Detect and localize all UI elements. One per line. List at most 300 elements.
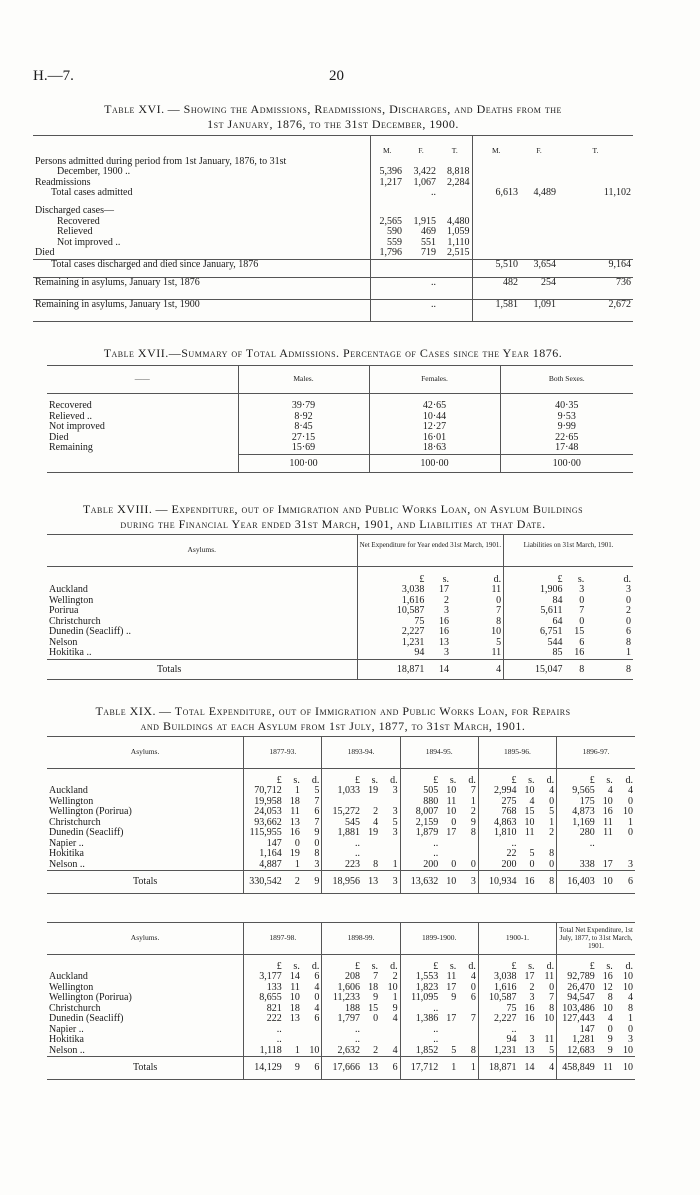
value-cell: 3 <box>579 584 585 595</box>
currency-unit: d. <box>623 573 631 585</box>
value-cell: 3,654 <box>533 258 556 270</box>
value-cell: 13 <box>289 816 300 828</box>
value-cell: 94 <box>478 1035 518 1046</box>
total-cell: 10,934 <box>478 871 518 894</box>
table19-part1 <box>47 736 635 894</box>
value-cell: 4 <box>314 981 320 993</box>
value-cell: .. <box>431 298 436 310</box>
value-cell <box>558 248 633 259</box>
value-cell: 2 <box>392 971 398 982</box>
total-cell: 6 <box>615 871 635 894</box>
value-cell: 10·44 <box>369 412 500 423</box>
value-cell: 10 <box>446 806 457 817</box>
value-cell <box>520 227 558 238</box>
value-cell: 15 <box>524 806 535 817</box>
row-label: Nelson .. <box>49 1044 85 1056</box>
value-cell: 19 <box>289 848 300 859</box>
value-cell: 1,386 <box>400 1014 440 1025</box>
value-cell: 3,177 <box>244 972 284 983</box>
table-row <box>33 167 633 178</box>
currency-unit: s. <box>528 960 535 972</box>
value-cell <box>362 849 380 860</box>
value-cell: 1 <box>470 795 476 807</box>
value-cell: 9 <box>314 827 320 838</box>
currency-unit: d. <box>311 960 320 972</box>
value-cell: 18 <box>289 795 300 807</box>
value-cell: .. <box>244 1035 284 1046</box>
col-year: 1893-94. <box>322 737 400 769</box>
table-row <box>47 807 635 818</box>
value-cell: 5,611 <box>504 606 565 617</box>
table-row <box>47 828 635 839</box>
table-row <box>47 443 633 454</box>
currency-unit: £ <box>400 768 440 786</box>
value-cell: 545 <box>322 818 362 829</box>
value-cell <box>438 277 472 299</box>
value-cell: 103,486 <box>557 1004 597 1015</box>
table-row <box>47 585 633 596</box>
value-cell: 482 <box>472 277 520 299</box>
table-row <box>47 1014 635 1025</box>
total-cell: 8 <box>586 659 633 679</box>
value-cell: 0 <box>579 615 585 627</box>
value-cell <box>380 1035 400 1046</box>
value-cell: 0 <box>294 837 300 849</box>
value-cell <box>557 849 597 860</box>
table-row <box>47 433 633 444</box>
row-label: Wellington (Porirua) <box>49 992 132 1003</box>
value-cell: 8 <box>496 615 502 627</box>
value-cell: 1,033 <box>322 786 362 797</box>
value-cell: 8 <box>373 858 379 870</box>
value-cell: 1 <box>628 1013 633 1024</box>
value-cell: 0 <box>314 992 320 1003</box>
value-cell: 559 <box>370 238 404 249</box>
value-cell: 27·15 <box>238 433 369 444</box>
table-row <box>47 860 635 871</box>
value-cell: 2 <box>529 981 535 993</box>
currency-unit: £ <box>244 954 284 972</box>
value-cell: 200 <box>400 860 440 871</box>
value-cell: 2 <box>444 594 450 606</box>
row-label: Remaining in asylums, January 1st, 1876 <box>35 276 200 288</box>
value-cell: 42·65 <box>369 401 500 412</box>
table-row <box>33 277 633 299</box>
value-cell <box>615 839 635 850</box>
value-cell: 70,712 <box>244 786 284 797</box>
row-label: Total cases admitted <box>51 187 133 198</box>
value-cell: 0 <box>579 594 585 606</box>
value-cell: 2,994 <box>478 786 518 797</box>
value-cell: 4 <box>529 795 535 807</box>
value-cell: 16 <box>574 647 585 658</box>
value-cell <box>558 206 633 217</box>
row-label: Hokitika .. <box>49 647 92 658</box>
row-label: Hokitika <box>49 848 84 859</box>
value-cell: .. <box>478 1025 518 1036</box>
value-cell <box>558 238 633 249</box>
value-cell <box>472 206 520 217</box>
value-cell: 2,227 <box>357 627 426 638</box>
value-cell: .. <box>400 1004 440 1015</box>
table-row <box>47 849 635 860</box>
value-cell: 11,102 <box>603 187 631 198</box>
currency-unit: £ <box>557 768 597 786</box>
value-cell: 719 <box>421 247 436 258</box>
value-cell: 8,818 <box>447 166 470 177</box>
value-cell: 17 <box>524 971 535 982</box>
value-cell: .. <box>322 849 362 860</box>
value-cell: 8 <box>470 827 476 838</box>
col-liabilities: Liabilities on 31st March, 1901. <box>504 535 633 567</box>
totals-row <box>47 659 633 679</box>
currency-unit: £ <box>244 768 284 786</box>
value-cell: 6 <box>579 636 585 648</box>
value-cell: 9 <box>470 816 476 828</box>
value-cell: 19 <box>368 827 379 838</box>
currency-unit: s. <box>606 774 613 786</box>
table-row <box>33 259 633 277</box>
value-cell <box>370 277 404 299</box>
value-cell: 8·92 <box>238 412 369 423</box>
value-cell <box>520 167 558 178</box>
total-cell: 4 <box>537 1057 557 1080</box>
value-cell: 16 <box>289 827 300 838</box>
value-cell <box>520 248 558 259</box>
total-cell: 16,403 <box>557 871 597 894</box>
table17-header <box>47 366 633 394</box>
value-cell: 3 <box>529 992 535 1003</box>
value-cell: .. <box>400 1035 440 1046</box>
currency-unit: s. <box>449 960 457 972</box>
value-cell: 1,906 <box>504 585 565 596</box>
row-label: Remaining <box>49 442 93 453</box>
value-cell: 10 <box>623 806 633 817</box>
table-row <box>33 206 633 217</box>
value-cell: 736 <box>616 276 631 288</box>
row-label: Nelson <box>49 636 78 648</box>
value-cell: 11 <box>544 971 555 982</box>
value-cell: 12·27 <box>369 422 500 433</box>
value-cell: 5,396 <box>370 167 404 178</box>
currency-unit: s. <box>293 960 300 972</box>
row-label: December, 1900 .. <box>57 166 131 177</box>
row-label: Christchurch <box>49 615 101 627</box>
value-cell <box>438 188 472 206</box>
value-cell: 18 <box>289 1002 300 1014</box>
row-label <box>47 768 244 786</box>
row-label <box>47 454 238 472</box>
currency-unit: £ <box>478 768 518 786</box>
col-f2: F. <box>536 146 542 155</box>
value-cell: 8,655 <box>244 993 284 1004</box>
value-cell: 8 <box>470 1044 476 1056</box>
row-label: Napier .. <box>49 1023 84 1035</box>
table18-header <box>47 535 633 567</box>
value-cell: 5 <box>496 636 502 648</box>
row-label: Porirua <box>49 605 79 616</box>
table19-header <box>47 737 635 769</box>
table16-title: Table XVI. — Showing the Admissions, Readmissions, Discharges, and Deaths from the 1st January, 1876, to the 31st December, 1900. <box>104 102 562 131</box>
value-cell <box>440 839 458 850</box>
value-cell: 0 <box>529 858 535 870</box>
currency-unit: s. <box>606 960 613 972</box>
value-cell: 5 <box>529 848 535 859</box>
row-label: Wellington <box>49 795 94 807</box>
currency-unit: d. <box>468 960 476 972</box>
value-cell: 2 <box>626 605 631 616</box>
currency-unit: s. <box>293 774 300 786</box>
row-label: Relieved .. <box>49 410 93 422</box>
col-m2: M. <box>472 136 520 157</box>
value-cell <box>558 157 633 168</box>
total-cell: 8 <box>537 871 557 894</box>
value-cell: 11 <box>603 816 613 828</box>
table18-title: Table XVIII. — Expenditure, out of Immigration and Public Works Loan, on Asylum Buildings during the Financial Year ended 31st March, 1901, and Liabilities at that Date. <box>82 502 584 531</box>
value-cell <box>472 157 520 168</box>
value-cell: 6 <box>314 1013 320 1024</box>
value-cell: 6 <box>626 626 631 637</box>
col-males: Males. <box>238 366 369 394</box>
value-cell: 505 <box>400 786 440 797</box>
value-cell: 4 <box>549 785 555 796</box>
value-cell: 12,683 <box>557 1046 597 1057</box>
value-cell: 0 <box>549 795 555 807</box>
value-cell: 17 <box>446 981 457 993</box>
value-cell <box>370 188 404 206</box>
total-cell: 14,129 <box>244 1057 284 1080</box>
value-cell: 84 <box>504 596 565 607</box>
value-cell: 1,823 <box>400 983 440 994</box>
value-cell: 11 <box>524 827 535 838</box>
totals-label: Totals <box>47 1057 244 1080</box>
value-cell <box>438 259 472 277</box>
value-cell: 1 <box>294 785 300 796</box>
total-cell: 3 <box>380 871 400 894</box>
col-blank: —— <box>134 374 150 383</box>
col-year: 1877-93. <box>244 737 322 769</box>
row-label: Relieved <box>57 226 93 237</box>
value-cell: 64 <box>504 617 565 628</box>
value-cell: 7 <box>549 992 555 1003</box>
table-row <box>47 993 635 1004</box>
value-cell: 0 <box>626 594 631 606</box>
value-cell: 1,616 <box>357 596 426 607</box>
value-cell: 0 <box>628 827 633 838</box>
value-cell <box>404 259 438 277</box>
value-cell: 16 <box>439 615 450 627</box>
value-cell <box>520 217 558 228</box>
value-cell <box>472 167 520 178</box>
currency-unit: d. <box>625 960 633 972</box>
value-cell: 1,281 <box>557 1035 597 1046</box>
value-cell: 19 <box>368 785 379 796</box>
table-row <box>33 248 633 259</box>
value-cell: 10 <box>623 1044 633 1056</box>
value-cell: 4,887 <box>244 860 284 871</box>
value-cell: 11 <box>446 971 457 982</box>
value-cell: 15,272 <box>322 807 362 818</box>
value-cell: 8 <box>626 636 631 648</box>
value-cell: 11 <box>491 647 502 658</box>
value-cell: 133 <box>244 983 284 994</box>
value-cell: 22 <box>478 849 518 860</box>
totals-row <box>47 871 635 894</box>
row-label: Dunedin (Seacliff) .. <box>49 626 132 637</box>
value-cell: 16 <box>439 626 450 637</box>
value-cell: 10 <box>446 785 457 796</box>
table-row <box>47 1046 635 1057</box>
currency-unit: £ <box>357 566 426 585</box>
total-cell: 2 <box>284 871 302 894</box>
col-net-expenditure: Net Expenditure for Year ended 31st March, 1901. <box>357 535 504 567</box>
table18 <box>47 534 633 680</box>
value-cell: 3 <box>392 806 398 817</box>
value-cell: 3,038 <box>478 972 518 983</box>
value-cell: 2 <box>373 1044 379 1056</box>
row-label: Christchurch <box>49 1002 101 1014</box>
col-year: 1899-1900. <box>400 923 478 955</box>
table-row <box>47 638 633 649</box>
value-cell: 1,091 <box>533 298 556 310</box>
value-cell: 590 <box>370 227 404 238</box>
value-cell: 1,915 <box>413 215 436 227</box>
value-cell: .. <box>400 1025 440 1036</box>
value-cell: 469 <box>421 226 436 237</box>
value-cell: 10 <box>387 981 398 993</box>
value-cell: 4 <box>628 785 633 796</box>
value-cell: 821 <box>244 1004 284 1015</box>
value-cell: 1 <box>626 647 631 658</box>
total-cell: 6 <box>302 1057 322 1080</box>
table-row <box>33 217 633 228</box>
value-cell: 16 <box>524 1013 535 1024</box>
value-cell: 8 <box>549 848 555 859</box>
currency-unit: d. <box>546 960 555 972</box>
page-number: 20 <box>329 68 344 84</box>
value-cell: 1,810 <box>478 828 518 839</box>
value-cell: 10,587 <box>478 993 518 1004</box>
total-cell: 458,849 <box>557 1057 597 1080</box>
value-cell: 13 <box>289 1013 300 1024</box>
value-cell <box>458 839 478 850</box>
value-cell: 15·69 <box>238 443 369 454</box>
value-cell: 7 <box>496 605 502 616</box>
value-cell: 1,581 <box>472 299 520 321</box>
value-cell: 8 <box>549 1002 555 1014</box>
value-cell: 11 <box>491 584 502 595</box>
value-cell: 3 <box>626 584 631 595</box>
value-cell: 8,007 <box>400 807 440 818</box>
value-cell: 24,053 <box>244 807 284 818</box>
value-cell <box>370 299 404 321</box>
value-cell: 16·01 <box>369 433 500 444</box>
value-cell <box>362 1025 380 1036</box>
value-cell: 1 <box>392 858 398 870</box>
total-cell: 18,956 <box>322 871 362 894</box>
col-asylums: Asylums. <box>130 933 160 942</box>
total-cell: 17,712 <box>400 1057 440 1080</box>
value-cell: 85 <box>504 648 565 659</box>
value-cell: 10 <box>623 981 633 993</box>
value-cell: 15 <box>574 626 585 637</box>
value-cell: 0 <box>451 858 457 870</box>
value-cell: 1,217 <box>370 178 404 189</box>
value-cell: 9 <box>451 992 457 1003</box>
total-cell: 13 <box>362 871 380 894</box>
value-cell: 75 <box>478 1004 518 1015</box>
value-cell: 26,470 <box>557 983 597 994</box>
value-cell: 8 <box>628 1002 633 1014</box>
table-row <box>47 648 633 659</box>
value-cell: 2,515 <box>447 247 470 258</box>
total-cell: 14 <box>518 1057 536 1080</box>
value-cell <box>520 238 558 249</box>
value-cell: 17 <box>439 584 450 595</box>
total-cell: 1 <box>440 1057 458 1080</box>
currency-unit: d. <box>468 774 476 786</box>
value-cell <box>362 839 380 850</box>
value-cell: 1 <box>294 1044 300 1056</box>
value-cell: .. <box>322 1035 362 1046</box>
value-cell: .. <box>244 1025 284 1036</box>
value-cell: 5 <box>549 1044 555 1056</box>
currency-unit: d. <box>390 960 398 972</box>
total-cell: 100·00 <box>238 454 369 472</box>
value-cell: 6,751 <box>504 627 565 638</box>
value-cell <box>380 1025 400 1036</box>
value-cell: 3,422 <box>413 166 436 177</box>
currency-unit: £ <box>557 954 597 972</box>
value-cell: 16 <box>602 971 613 982</box>
currency-unit: d. <box>311 774 320 786</box>
value-cell: 1,852 <box>400 1046 440 1057</box>
table-row <box>33 188 633 206</box>
value-cell <box>404 206 438 217</box>
value-cell: 0 <box>626 615 631 627</box>
value-cell <box>558 167 633 178</box>
value-cell <box>472 248 520 259</box>
value-cell: 7 <box>314 816 320 828</box>
table19-header <box>47 923 635 955</box>
value-cell <box>472 227 520 238</box>
value-cell: 2,632 <box>322 1046 362 1057</box>
row-label: Not improved .. <box>57 236 121 248</box>
value-cell: 127,443 <box>557 1014 597 1025</box>
total-cell: 10 <box>615 1057 635 1080</box>
total-cell: 11 <box>597 1057 615 1080</box>
value-cell: 17 <box>446 1013 457 1024</box>
currency-unit: d. <box>625 774 633 786</box>
value-cell: 39·79 <box>238 401 369 412</box>
table17-title: Table XVII.—Summary of Total Admissions. Percentage of Cases since the Year 1876. <box>103 346 563 360</box>
value-cell: 5 <box>392 816 398 828</box>
value-cell: 10 <box>491 626 502 637</box>
row-label: Recovered <box>49 400 92 411</box>
value-cell: 1,553 <box>400 972 440 983</box>
value-cell: 2,672 <box>608 298 631 310</box>
value-cell: 6 <box>470 992 476 1003</box>
row-label: Hokitika <box>49 1034 84 1045</box>
value-cell: 17 <box>446 827 457 838</box>
value-cell: 17 <box>602 858 613 870</box>
row-label: Dunedin (Seacliff) <box>49 827 124 838</box>
value-cell: 1,797 <box>322 1014 362 1025</box>
value-cell <box>438 299 472 321</box>
col-f: F. <box>418 146 424 155</box>
value-cell: 3 <box>314 858 320 870</box>
currency-unit: £ <box>504 566 565 585</box>
